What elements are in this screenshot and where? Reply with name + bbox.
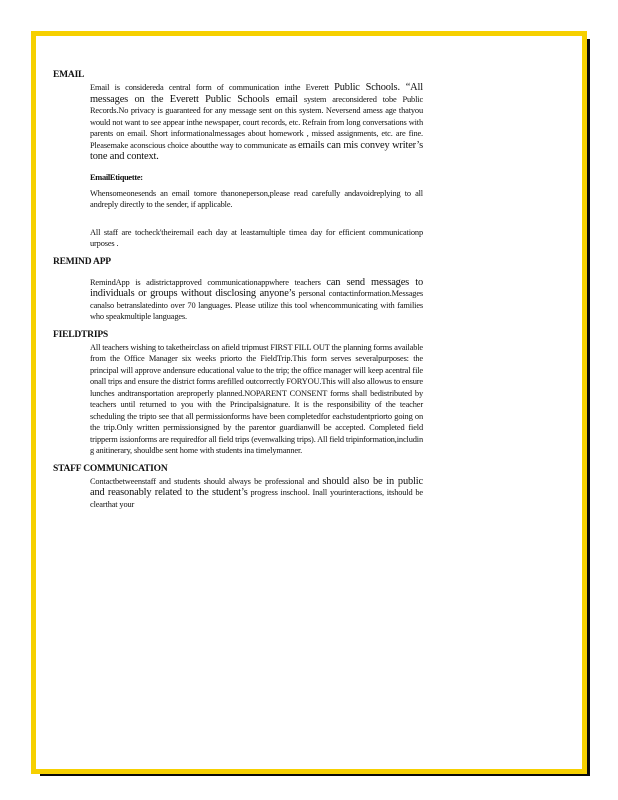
remind-heading: REMIND APP	[53, 256, 111, 267]
fieldtrips-section	[53, 330, 423, 457]
document-content	[53, 70, 423, 517]
email-heading: EMAIL	[53, 70, 85, 80]
email-paragraph	[90, 82, 423, 163]
email-etiquette-title: EmailEtiquette:	[90, 172, 143, 182]
remind-paragraph-line-2: can send messages to individuals or groups without disclosing anyone’s	[90, 276, 423, 299]
email-etiquette-paragraph: Whensomeonesends an email tomore thanoneperson,please read carefully andavoidreplying to all andreply directly to the sender, if applicable.	[90, 188, 423, 209]
email-check-paragraph: All staff are tocheck'theiremail each day at leastamultiple timea day for efficient communicationp urposes .	[90, 227, 423, 248]
staff-paragraph	[90, 476, 423, 511]
email-paragraph-body: system areconsidered tobe Public Records.No privacy is guaranteed for any message sent on this system. Neversend amess age thatyou would not want to see appear inthe newspaper, court records, etc. Refrain from long conversations with parents on email. Short informationalmessages about homework , missed assignments, etc. are fine. Pleasemake aconscious choice aboutthe way to communicate as	[90, 94, 424, 150]
staff-section	[53, 464, 423, 511]
remind-section	[53, 257, 423, 323]
remind-paragraph-body: personal contactinformation.Messages canalso betranslatedinto over 70 languages. Please utilize this tool whencommunicating with families who speakmultiple languages.	[90, 289, 423, 321]
email-paragraph-line-1: Email is considereda central form of communication inthe Everett	[90, 83, 329, 92]
staff-paragraph-line-1: Contactbetweenstaff and students should always be professional and	[90, 476, 320, 486]
fieldtrips-paragraph: All teachers wishing to taketheirclass on afield tripmust FIRST FILL OUT the planning forms available from the Office Manager six weeks priorto the FieldTrip.This form serves severalpurposes: the principal will approve andensure educational value to the trip; the office manager will keep acentral file onall trips and ensure the district forms arefilled outcorrectly FORYOU.This will also allowus to ensure lunches andtransportation areproperly planned.NOPARENT CONSENT forms shall bedistributed by teachers until returned to you with the Principalsignature. It is the responsibility of the teacher scheduling the tripto see that all permissionforms have been completedfor eachstudentpriorto going on the trip.Only written permissionsigned by the parentor guardianwill be accepted. Completed field tripperm issionforms are requiredfor all field trips (evenwalking trips). All field tripinformation,includin g anitinerary, shouldbe sent home with students ina timelymanner.	[90, 342, 423, 455]
email-paragraph-end: emails can mis convey writer’s tone and context.	[90, 139, 423, 162]
staff-paragraph-line-3: progress inschool. Inall yourinteractions, itshould be clearthat your	[90, 488, 424, 509]
fieldtrips-heading: FIELDTRIPS	[53, 329, 109, 340]
remind-paragraph-line-1: RemindApp is adistrictapproved communicationappwhere teachers	[90, 277, 321, 287]
staff-paragraph-line-2: should also be in public and reasonably related to the student’s	[90, 475, 423, 498]
remind-paragraph	[90, 277, 423, 323]
email-section	[53, 70, 423, 250]
staff-heading: STAFF COMMUNICATION	[53, 463, 168, 474]
email-paragraph-line-2: Public Schools. “All messages on the Everett Public Schools email	[90, 82, 423, 105]
